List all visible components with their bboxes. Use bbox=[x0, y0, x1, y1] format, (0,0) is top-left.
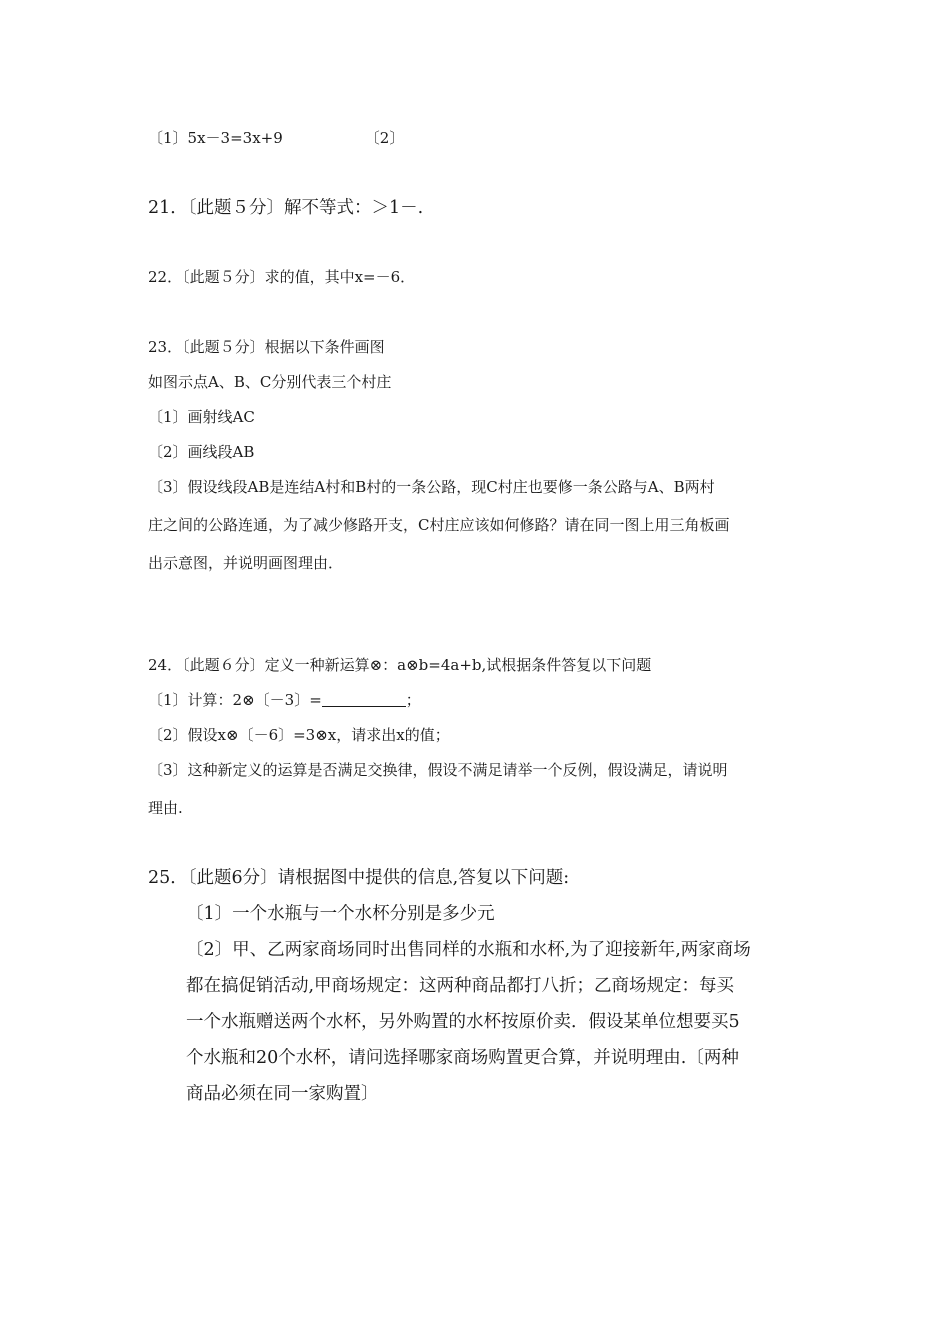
q20-row bbox=[148, 128, 404, 148]
q24-part1 bbox=[148, 690, 421, 710]
q24-part1-suffix: ； bbox=[405, 691, 421, 709]
q22-text: 22．〔此题５分〕求的值，其中x=－6． bbox=[148, 268, 416, 286]
q23-intro: 如图示点A、B、C分别代表三个村庄 bbox=[148, 373, 392, 391]
q23-part3-line3: 出示意图，并说明画图理由． bbox=[148, 554, 344, 572]
q25-part2-line1: 〔2〕甲、乙两家商场同时出售同样的水瓶和水杯,为了迎接新年,两家商场 bbox=[186, 940, 751, 960]
q25-part1: 〔1〕一个水瓶与一个水杯分别是多少元 bbox=[186, 904, 495, 924]
q23-part1: 〔1〕画射线AC bbox=[148, 408, 255, 426]
q23-part3-line1: 〔3〕假设线段AB是连结A村和B村的一条公路，现C村庄也要修一条公路与A、B两村 bbox=[148, 478, 715, 496]
q20-part1: 〔1〕5x－3=3x+9 bbox=[148, 129, 283, 147]
q20-part2: 〔2〕 bbox=[364, 129, 405, 147]
q25-title: 25．〔此题6分〕请根据图中提供的信息,答复以下问题: bbox=[148, 868, 570, 888]
q25-part2-line3: 一个水瓶赠送两个水杯，另外购置的水杯按原价卖．假设某单位想要买5 bbox=[186, 1012, 740, 1032]
q24-part3-line2: 理由. bbox=[148, 799, 183, 817]
q25-part2-line4: 个水瓶和20个水杯，请问选择哪家商场购置更合算，并说明理由.〔两种 bbox=[186, 1048, 739, 1068]
q24-part2: 〔2〕假设x⊗〔－6〕=3⊗x，请求出x的值； bbox=[148, 726, 450, 744]
q21-text: 21．〔此题５分〕解不等式：＞1－. bbox=[148, 198, 424, 218]
q24-part1-prefix: 〔1〕计算：2⊗〔－3〕= bbox=[148, 691, 322, 709]
q23-part2: 〔2〕画线段AB bbox=[148, 443, 255, 461]
answer-blank bbox=[322, 691, 406, 707]
q23-title: 23．〔此题５分〕根据以下条件画图 bbox=[148, 338, 385, 356]
q24-part3-line1: 〔3〕这种新定义的运算是否满足交换律，假设不满足请举一个反例，假设满足，请说明 bbox=[148, 761, 728, 779]
q24-title: 24．〔此题６分〕定义一种新运算⊗：a⊗b=4a+b,试根据条件答复以下问题 bbox=[148, 656, 652, 674]
q25-part2-line5: 商品必须在同一家购置〕 bbox=[186, 1084, 379, 1104]
q25-part2-line2: 都在搞促销活动,甲商场规定：这两种商品都打八折；乙商场规定：每买 bbox=[186, 976, 735, 996]
q23-part3-line2: 庄之间的公路连通，为了减少修路开支，C村庄应该如何修路？请在同一图上用三角板画 bbox=[148, 516, 730, 534]
